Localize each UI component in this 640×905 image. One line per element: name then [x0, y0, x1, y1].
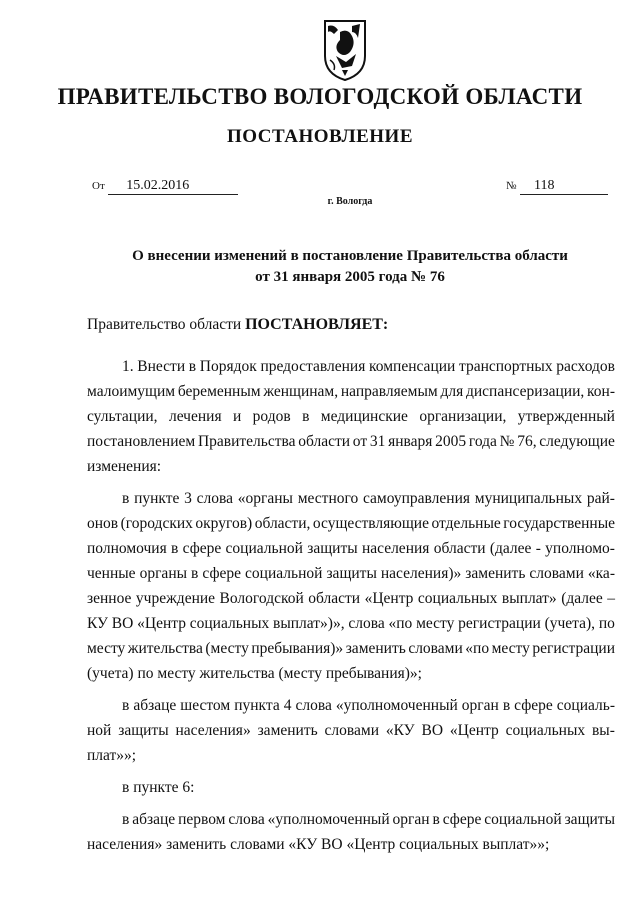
date-field	[92, 178, 238, 195]
text-line: полномочия в сфере социальной защиты населения области (далее - уполномо-	[87, 540, 615, 557]
number-field	[506, 178, 608, 195]
city-label: г. Вологда	[327, 196, 373, 207]
preamble-text: Правительство области	[87, 316, 242, 333]
preamble-resolution: ПОСТАНОВЛЯЕТ:	[245, 316, 389, 333]
coat-of-arms-emblem	[322, 18, 368, 82]
text-line: в пункте 3 слова «органы местного самоуправления муниципальных рай-	[122, 490, 615, 507]
date-value: 15.02.2016	[108, 178, 238, 195]
text-line: ченные органы в сфере социальной защиты населения)» заменить словами «ка-	[87, 565, 615, 582]
text-line: сультации, лечения и родов в медицинские организации, утвержденный	[87, 408, 615, 425]
document-subject	[90, 246, 610, 288]
text-line: постановлением Правительства области от 31 января 2005 года № 76, следующие	[87, 433, 615, 450]
number-label: №	[506, 180, 517, 192]
text-line: населения» заменить словами «КУ ВО «Центр социальных выплат»»;	[87, 836, 550, 853]
text-line: 1. Внести в Порядок предоставления компенсации транспортных расходов	[122, 358, 615, 375]
text-line: ной защиты населения» заменить словами «КУ ВО «Центр социальных вы-	[87, 722, 615, 739]
text-line: месту жительства (месту пребывания)» заменить словами «по месту регистрации	[87, 640, 615, 657]
paragraph	[87, 354, 615, 479]
text-line: в пункте 6:	[122, 779, 195, 796]
text-line: в абзаце шестом пункта 4 слова «уполномоченный орган в сфере социаль-	[122, 697, 615, 714]
text-line: зенное учреждение Вологодской области «Центр социальных выплат» (далее –	[87, 590, 615, 607]
paragraph	[87, 693, 615, 768]
paragraph	[87, 775, 615, 800]
number-value: 118	[520, 178, 608, 195]
subject-line: О внесении изменений в постановление Правительства области	[132, 248, 568, 264]
document-body	[87, 354, 615, 864]
subject-line: от 31 января 2005 года № 76	[255, 269, 445, 285]
text-line: онов (городских округов) области, осуществляющие отдельные государственные	[87, 515, 615, 532]
organization-title: ПРАВИТЕЛЬСТВО ВОЛОГОДСКОЙ ОБЛАСТИ	[57, 84, 583, 109]
paragraph	[87, 486, 615, 686]
document-type: ПОСТАНОВЛЕНИЕ	[226, 126, 414, 147]
date-label: От	[92, 180, 105, 192]
text-line: изменения:	[87, 458, 162, 475]
preamble	[87, 316, 388, 334]
paragraph	[87, 807, 615, 857]
text-line: КУ ВО «Центр социальных выплат»)», слова «по месту регистрации (учета), по	[87, 615, 615, 632]
text-line: в абзаце первом слова «уполномоченный орган в сфере социальной защиты	[122, 811, 615, 828]
text-line: малоимущим беременным женщинам, направляемым для диспансеризации, кон-	[87, 383, 615, 400]
text-line: плат»»;	[87, 747, 137, 764]
text-line: (учета) по месту жительства (месту пребывания)»;	[87, 665, 422, 682]
